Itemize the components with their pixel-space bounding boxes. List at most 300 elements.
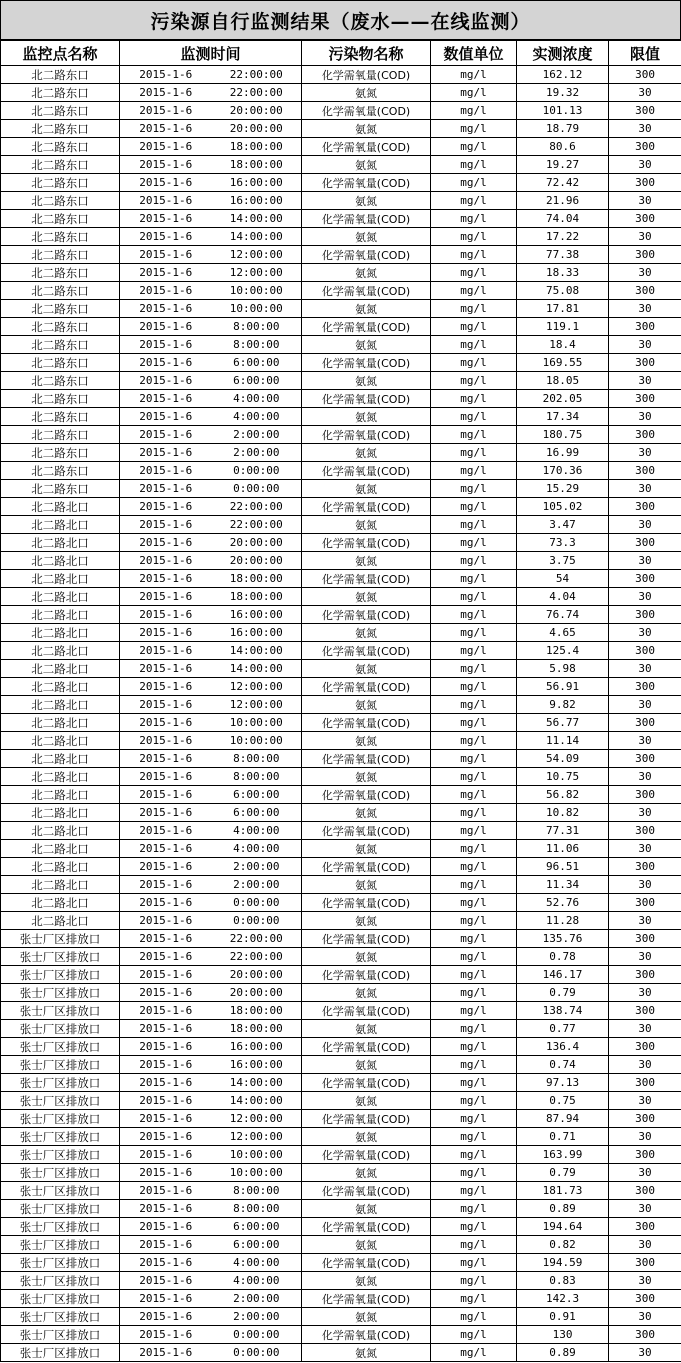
date-cell: 2015-1-6 xyxy=(120,156,212,174)
date-cell: 2015-1-6 xyxy=(120,858,212,876)
limit-cell: 300 xyxy=(609,1326,681,1344)
concentration-cell: 3.75 xyxy=(517,552,609,570)
limit-cell: 300 xyxy=(609,1290,681,1308)
table-row xyxy=(1,246,681,264)
pollutant-cell: 氨氮 xyxy=(302,192,431,210)
site-cell: 北二路北口 xyxy=(1,606,120,624)
date-cell: 2015-1-6 xyxy=(120,318,212,336)
table-row xyxy=(1,930,681,948)
limit-cell: 30 xyxy=(609,1308,681,1326)
concentration-cell: 97.13 xyxy=(517,1074,609,1092)
limit-cell: 30 xyxy=(609,1056,681,1074)
limit-cell: 30 xyxy=(609,120,681,138)
limit-cell: 30 xyxy=(609,624,681,642)
time-cell: 12:00:00 xyxy=(212,1128,302,1146)
pollutant-cell: 化学需氧量(COD) xyxy=(302,210,431,228)
time-cell: 20:00:00 xyxy=(212,552,302,570)
time-cell: 12:00:00 xyxy=(212,1110,302,1128)
table-row xyxy=(1,588,681,606)
concentration-cell: 0.91 xyxy=(517,1308,609,1326)
pollutant-cell: 化学需氧量(COD) xyxy=(302,1182,431,1200)
concentration-cell: 136.4 xyxy=(517,1038,609,1056)
table-row xyxy=(1,768,681,786)
limit-cell: 300 xyxy=(609,1182,681,1200)
site-cell: 北二路东口 xyxy=(1,426,120,444)
unit-cell: mg/l xyxy=(431,264,517,282)
date-cell: 2015-1-6 xyxy=(120,1056,212,1074)
table-row xyxy=(1,1344,681,1362)
concentration-cell: 0.82 xyxy=(517,1236,609,1254)
unit-cell: mg/l xyxy=(431,1290,517,1308)
site-cell: 张士厂区排放口 xyxy=(1,1236,120,1254)
concentration-cell: 0.89 xyxy=(517,1200,609,1218)
time-cell: 0:00:00 xyxy=(212,894,302,912)
date-cell: 2015-1-6 xyxy=(120,624,212,642)
pollutant-cell: 化学需氧量(COD) xyxy=(302,1110,431,1128)
pollutant-cell: 化学需氧量(COD) xyxy=(302,606,431,624)
limit-cell: 300 xyxy=(609,66,681,84)
site-cell: 北二路北口 xyxy=(1,588,120,606)
table-row xyxy=(1,192,681,210)
limit-cell: 300 xyxy=(609,822,681,840)
concentration-cell: 5.98 xyxy=(517,660,609,678)
unit-cell: mg/l xyxy=(431,462,517,480)
pollutant-cell: 氨氮 xyxy=(302,516,431,534)
pollutant-cell: 化学需氧量(COD) xyxy=(302,174,431,192)
pollutant-cell: 化学需氧量(COD) xyxy=(302,498,431,516)
unit-cell: mg/l xyxy=(431,876,517,894)
pollutant-cell: 化学需氧量(COD) xyxy=(302,282,431,300)
date-cell: 2015-1-6 xyxy=(120,930,212,948)
date-cell: 2015-1-6 xyxy=(120,1200,212,1218)
date-cell: 2015-1-6 xyxy=(120,462,212,480)
date-cell: 2015-1-6 xyxy=(120,912,212,930)
limit-cell: 30 xyxy=(609,408,681,426)
table-row xyxy=(1,498,681,516)
site-cell: 北二路东口 xyxy=(1,408,120,426)
header-limit: 限值 xyxy=(609,41,681,66)
date-cell: 2015-1-6 xyxy=(120,606,212,624)
unit-cell: mg/l xyxy=(431,966,517,984)
pollutant-cell: 氨氮 xyxy=(302,1128,431,1146)
limit-cell: 30 xyxy=(609,372,681,390)
time-cell: 8:00:00 xyxy=(212,336,302,354)
concentration-cell: 74.04 xyxy=(517,210,609,228)
time-cell: 20:00:00 xyxy=(212,984,302,1002)
unit-cell: mg/l xyxy=(431,1182,517,1200)
site-cell: 北二路东口 xyxy=(1,174,120,192)
concentration-cell: 101.13 xyxy=(517,102,609,120)
pollutant-cell: 氨氮 xyxy=(302,696,431,714)
concentration-cell: 4.65 xyxy=(517,624,609,642)
concentration-cell: 73.3 xyxy=(517,534,609,552)
monitoring-table xyxy=(0,40,681,1362)
time-cell: 8:00:00 xyxy=(212,768,302,786)
unit-cell: mg/l xyxy=(431,768,517,786)
limit-cell: 30 xyxy=(609,300,681,318)
pollutant-cell: 化学需氧量(COD) xyxy=(302,1146,431,1164)
concentration-cell: 0.74 xyxy=(517,1056,609,1074)
pollutant-cell: 化学需氧量(COD) xyxy=(302,138,431,156)
limit-cell: 30 xyxy=(609,444,681,462)
limit-cell: 300 xyxy=(609,1146,681,1164)
pollutant-cell: 化学需氧量(COD) xyxy=(302,894,431,912)
date-cell: 2015-1-6 xyxy=(120,1164,212,1182)
pollutant-cell: 氨氮 xyxy=(302,1236,431,1254)
concentration-cell: 10.75 xyxy=(517,768,609,786)
site-cell: 北二路北口 xyxy=(1,660,120,678)
time-cell: 2:00:00 xyxy=(212,876,302,894)
site-cell: 北二路东口 xyxy=(1,246,120,264)
unit-cell: mg/l xyxy=(431,516,517,534)
limit-cell: 300 xyxy=(609,786,681,804)
time-cell: 14:00:00 xyxy=(212,228,302,246)
time-cell: 8:00:00 xyxy=(212,1182,302,1200)
time-cell: 8:00:00 xyxy=(212,318,302,336)
concentration-cell: 18.79 xyxy=(517,120,609,138)
header-time: 监测时间 xyxy=(120,41,302,66)
limit-cell: 300 xyxy=(609,930,681,948)
limit-cell: 30 xyxy=(609,876,681,894)
unit-cell: mg/l xyxy=(431,804,517,822)
table-row xyxy=(1,948,681,966)
date-cell: 2015-1-6 xyxy=(120,876,212,894)
table-row xyxy=(1,354,681,372)
pollutant-cell: 化学需氧量(COD) xyxy=(302,966,431,984)
pollutant-cell: 化学需氧量(COD) xyxy=(302,102,431,120)
limit-cell: 30 xyxy=(609,84,681,102)
site-cell: 张士厂区排放口 xyxy=(1,1002,120,1020)
date-cell: 2015-1-6 xyxy=(120,1290,212,1308)
site-cell: 张士厂区排放口 xyxy=(1,1308,120,1326)
table-row xyxy=(1,1038,681,1056)
date-cell: 2015-1-6 xyxy=(120,588,212,606)
date-cell: 2015-1-6 xyxy=(120,1038,212,1056)
date-cell: 2015-1-6 xyxy=(120,1146,212,1164)
table-row xyxy=(1,336,681,354)
pollutant-cell: 化学需氧量(COD) xyxy=(302,1074,431,1092)
table-row xyxy=(1,228,681,246)
unit-cell: mg/l xyxy=(431,1326,517,1344)
date-cell: 2015-1-6 xyxy=(120,498,212,516)
site-cell: 北二路东口 xyxy=(1,228,120,246)
table-row xyxy=(1,750,681,768)
limit-cell: 300 xyxy=(609,174,681,192)
unit-cell: mg/l xyxy=(431,660,517,678)
limit-cell: 30 xyxy=(609,264,681,282)
site-cell: 北二路北口 xyxy=(1,642,120,660)
time-cell: 4:00:00 xyxy=(212,1254,302,1272)
site-cell: 张士厂区排放口 xyxy=(1,1218,120,1236)
time-cell: 14:00:00 xyxy=(212,1074,302,1092)
unit-cell: mg/l xyxy=(431,210,517,228)
site-cell: 北二路北口 xyxy=(1,840,120,858)
limit-cell: 300 xyxy=(609,354,681,372)
table-row xyxy=(1,840,681,858)
time-cell: 20:00:00 xyxy=(212,120,302,138)
unit-cell: mg/l xyxy=(431,1254,517,1272)
table-row xyxy=(1,318,681,336)
pollutant-cell: 化学需氧量(COD) xyxy=(302,714,431,732)
site-cell: 北二路东口 xyxy=(1,156,120,174)
unit-cell: mg/l xyxy=(431,714,517,732)
unit-cell: mg/l xyxy=(431,552,517,570)
time-cell: 18:00:00 xyxy=(212,588,302,606)
unit-cell: mg/l xyxy=(431,300,517,318)
table-row xyxy=(1,102,681,120)
limit-cell: 300 xyxy=(609,534,681,552)
site-cell: 北二路北口 xyxy=(1,750,120,768)
unit-cell: mg/l xyxy=(431,624,517,642)
concentration-cell: 21.96 xyxy=(517,192,609,210)
site-cell: 张士厂区排放口 xyxy=(1,1056,120,1074)
limit-cell: 30 xyxy=(609,588,681,606)
unit-cell: mg/l xyxy=(431,138,517,156)
time-cell: 22:00:00 xyxy=(212,930,302,948)
limit-cell: 30 xyxy=(609,696,681,714)
limit-cell: 300 xyxy=(609,1110,681,1128)
table-row xyxy=(1,390,681,408)
concentration-cell: 56.82 xyxy=(517,786,609,804)
pollutant-cell: 氨氮 xyxy=(302,552,431,570)
table-row xyxy=(1,1020,681,1038)
concentration-cell: 15.29 xyxy=(517,480,609,498)
date-cell: 2015-1-6 xyxy=(120,246,212,264)
pollutant-cell: 氨氮 xyxy=(302,660,431,678)
site-cell: 张士厂区排放口 xyxy=(1,930,120,948)
site-cell: 北二路东口 xyxy=(1,102,120,120)
concentration-cell: 96.51 xyxy=(517,858,609,876)
pollutant-cell: 氨氮 xyxy=(302,840,431,858)
date-cell: 2015-1-6 xyxy=(120,444,212,462)
site-cell: 张士厂区排放口 xyxy=(1,1344,120,1362)
time-cell: 12:00:00 xyxy=(212,696,302,714)
limit-cell: 300 xyxy=(609,390,681,408)
site-cell: 北二路东口 xyxy=(1,120,120,138)
concentration-cell: 0.79 xyxy=(517,1164,609,1182)
unit-cell: mg/l xyxy=(431,534,517,552)
unit-cell: mg/l xyxy=(431,318,517,336)
time-cell: 12:00:00 xyxy=(212,246,302,264)
unit-cell: mg/l xyxy=(431,606,517,624)
pollutant-cell: 氨氮 xyxy=(302,984,431,1002)
unit-cell: mg/l xyxy=(431,822,517,840)
concentration-cell: 138.74 xyxy=(517,1002,609,1020)
concentration-cell: 4.04 xyxy=(517,588,609,606)
table-row xyxy=(1,408,681,426)
site-cell: 北二路北口 xyxy=(1,876,120,894)
site-cell: 北二路东口 xyxy=(1,318,120,336)
pollutant-cell: 氨氮 xyxy=(302,912,431,930)
date-cell: 2015-1-6 xyxy=(120,192,212,210)
date-cell: 2015-1-6 xyxy=(120,660,212,678)
limit-cell: 300 xyxy=(609,570,681,588)
unit-cell: mg/l xyxy=(431,1038,517,1056)
date-cell: 2015-1-6 xyxy=(120,138,212,156)
table-row xyxy=(1,552,681,570)
unit-cell: mg/l xyxy=(431,372,517,390)
limit-cell: 300 xyxy=(609,1254,681,1272)
date-cell: 2015-1-6 xyxy=(120,750,212,768)
date-cell: 2015-1-6 xyxy=(120,372,212,390)
site-cell: 张士厂区排放口 xyxy=(1,1254,120,1272)
unit-cell: mg/l xyxy=(431,894,517,912)
limit-cell: 300 xyxy=(609,642,681,660)
limit-cell: 30 xyxy=(609,480,681,498)
pollutant-cell: 氨氮 xyxy=(302,948,431,966)
limit-cell: 300 xyxy=(609,678,681,696)
limit-cell: 300 xyxy=(609,246,681,264)
unit-cell: mg/l xyxy=(431,498,517,516)
time-cell: 18:00:00 xyxy=(212,138,302,156)
time-cell: 4:00:00 xyxy=(212,408,302,426)
site-cell: 北二路东口 xyxy=(1,336,120,354)
pollutant-cell: 氨氮 xyxy=(302,84,431,102)
concentration-cell: 19.27 xyxy=(517,156,609,174)
pollutant-cell: 氨氮 xyxy=(302,624,431,642)
date-cell: 2015-1-6 xyxy=(120,534,212,552)
table-row xyxy=(1,444,681,462)
date-cell: 2015-1-6 xyxy=(120,1272,212,1290)
limit-cell: 30 xyxy=(609,1236,681,1254)
site-cell: 张士厂区排放口 xyxy=(1,1272,120,1290)
pollutant-cell: 化学需氧量(COD) xyxy=(302,318,431,336)
unit-cell: mg/l xyxy=(431,282,517,300)
site-cell: 北二路北口 xyxy=(1,552,120,570)
pollutant-cell: 氨氮 xyxy=(302,372,431,390)
time-cell: 14:00:00 xyxy=(212,642,302,660)
concentration-cell: 56.91 xyxy=(517,678,609,696)
time-cell: 14:00:00 xyxy=(212,210,302,228)
limit-cell: 300 xyxy=(609,102,681,120)
site-cell: 北二路东口 xyxy=(1,462,120,480)
site-cell: 北二路北口 xyxy=(1,534,120,552)
limit-cell: 300 xyxy=(609,966,681,984)
pollutant-cell: 化学需氧量(COD) xyxy=(302,66,431,84)
pollutant-cell: 氨氮 xyxy=(302,1344,431,1362)
unit-cell: mg/l xyxy=(431,588,517,606)
date-cell: 2015-1-6 xyxy=(120,768,212,786)
concentration-cell: 162.12 xyxy=(517,66,609,84)
time-cell: 16:00:00 xyxy=(212,1056,302,1074)
time-cell: 20:00:00 xyxy=(212,534,302,552)
pollutant-cell: 氨氮 xyxy=(302,1092,431,1110)
site-cell: 北二路东口 xyxy=(1,84,120,102)
pollutant-cell: 化学需氧量(COD) xyxy=(302,390,431,408)
date-cell: 2015-1-6 xyxy=(120,1074,212,1092)
unit-cell: mg/l xyxy=(431,732,517,750)
limit-cell: 30 xyxy=(609,804,681,822)
limit-cell: 30 xyxy=(609,1020,681,1038)
time-cell: 2:00:00 xyxy=(212,858,302,876)
concentration-cell: 194.64 xyxy=(517,1218,609,1236)
time-cell: 0:00:00 xyxy=(212,462,302,480)
unit-cell: mg/l xyxy=(431,1164,517,1182)
pollutant-cell: 氨氮 xyxy=(302,1200,431,1218)
table-row xyxy=(1,1218,681,1236)
unit-cell: mg/l xyxy=(431,1344,517,1362)
date-cell: 2015-1-6 xyxy=(120,480,212,498)
date-cell: 2015-1-6 xyxy=(120,570,212,588)
concentration-cell: 11.28 xyxy=(517,912,609,930)
unit-cell: mg/l xyxy=(431,858,517,876)
table-row xyxy=(1,1290,681,1308)
table-row xyxy=(1,1200,681,1218)
date-cell: 2015-1-6 xyxy=(120,1110,212,1128)
site-cell: 张士厂区排放口 xyxy=(1,1038,120,1056)
site-cell: 张士厂区排放口 xyxy=(1,1164,120,1182)
pollutant-cell: 化学需氧量(COD) xyxy=(302,354,431,372)
unit-cell: mg/l xyxy=(431,696,517,714)
table-body xyxy=(1,66,681,1362)
unit-cell: mg/l xyxy=(431,102,517,120)
table-row xyxy=(1,786,681,804)
limit-cell: 300 xyxy=(609,894,681,912)
table-row xyxy=(1,1254,681,1272)
table-row xyxy=(1,1308,681,1326)
site-cell: 北二路北口 xyxy=(1,570,120,588)
date-cell: 2015-1-6 xyxy=(120,678,212,696)
unit-cell: mg/l xyxy=(431,1020,517,1038)
limit-cell: 30 xyxy=(609,948,681,966)
table-row xyxy=(1,372,681,390)
date-cell: 2015-1-6 xyxy=(120,300,212,318)
unit-cell: mg/l xyxy=(431,840,517,858)
concentration-cell: 0.78 xyxy=(517,948,609,966)
table-row xyxy=(1,480,681,498)
site-cell: 北二路北口 xyxy=(1,732,120,750)
pollutant-cell: 化学需氧量(COD) xyxy=(302,246,431,264)
table-row xyxy=(1,84,681,102)
concentration-cell: 146.17 xyxy=(517,966,609,984)
site-cell: 张士厂区排放口 xyxy=(1,1326,120,1344)
site-cell: 北二路北口 xyxy=(1,624,120,642)
pollutant-cell: 化学需氧量(COD) xyxy=(302,1254,431,1272)
date-cell: 2015-1-6 xyxy=(120,228,212,246)
time-cell: 20:00:00 xyxy=(212,102,302,120)
limit-cell: 30 xyxy=(609,660,681,678)
site-cell: 北二路东口 xyxy=(1,282,120,300)
date-cell: 2015-1-6 xyxy=(120,1254,212,1272)
table-row xyxy=(1,1002,681,1020)
concentration-cell: 180.75 xyxy=(517,426,609,444)
site-cell: 北二路北口 xyxy=(1,822,120,840)
time-cell: 10:00:00 xyxy=(212,1146,302,1164)
unit-cell: mg/l xyxy=(431,984,517,1002)
concentration-cell: 17.22 xyxy=(517,228,609,246)
table-row xyxy=(1,426,681,444)
limit-cell: 300 xyxy=(609,750,681,768)
limit-cell: 300 xyxy=(609,714,681,732)
site-cell: 张士厂区排放口 xyxy=(1,1128,120,1146)
limit-cell: 30 xyxy=(609,1164,681,1182)
unit-cell: mg/l xyxy=(431,120,517,138)
site-cell: 张士厂区排放口 xyxy=(1,1020,120,1038)
date-cell: 2015-1-6 xyxy=(120,1344,212,1362)
concentration-cell: 11.34 xyxy=(517,876,609,894)
time-cell: 6:00:00 xyxy=(212,1218,302,1236)
pollutant-cell: 化学需氧量(COD) xyxy=(302,822,431,840)
pollutant-cell: 氨氮 xyxy=(302,156,431,174)
time-cell: 0:00:00 xyxy=(212,912,302,930)
table-row xyxy=(1,660,681,678)
concentration-cell: 17.81 xyxy=(517,300,609,318)
unit-cell: mg/l xyxy=(431,642,517,660)
limit-cell: 30 xyxy=(609,1272,681,1290)
unit-cell: mg/l xyxy=(431,1308,517,1326)
site-cell: 张士厂区排放口 xyxy=(1,1092,120,1110)
time-cell: 16:00:00 xyxy=(212,1038,302,1056)
